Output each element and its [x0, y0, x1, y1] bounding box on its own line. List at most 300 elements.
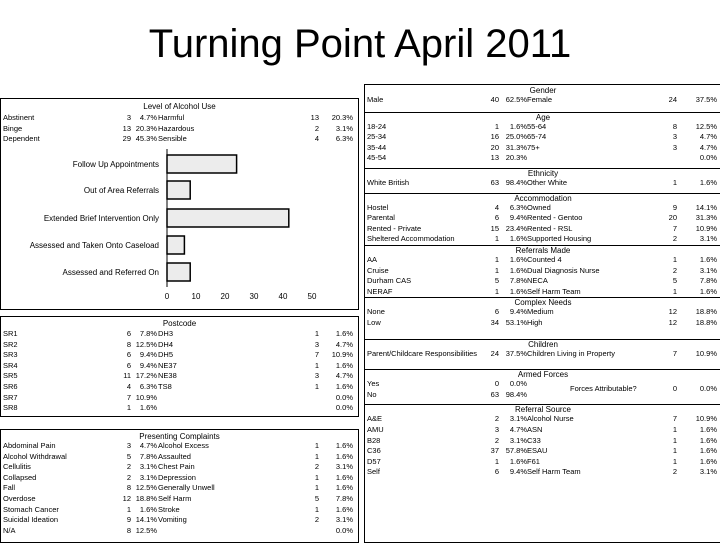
- postcode-row-1-cell-a: SR2: [3, 339, 18, 349]
- children-row-0: [365, 349, 720, 359]
- age-row-2-cell-d: 75+: [527, 142, 540, 152]
- referrals-row-1: [365, 266, 720, 276]
- alcohol-panel: [0, 98, 359, 310]
- armed-forces-header: Armed Forces: [517, 370, 569, 380]
- chart-bar: [167, 155, 237, 173]
- complaints-row-5-cell-f: 7.8%: [335, 494, 353, 503]
- postcode-row-2-cell-f: 10.9%: [331, 350, 353, 360]
- referral-source-row-3-cell-b: 37: [490, 446, 499, 456]
- referral-source-row-1-cell-f: 1.6%: [699, 425, 717, 434]
- complaints-row-8-cell-f: 0.0%: [335, 525, 353, 535]
- referral-source-row-1-cell-b: 3: [494, 425, 499, 434]
- complaints-row-1: [1, 452, 358, 462]
- children-row-0-cell-b: 24: [490, 348, 499, 358]
- accommodation-row-0-cell-c: 6.3%: [509, 202, 527, 212]
- ethnicity-row-0-cell-f: 1.6%: [699, 178, 717, 187]
- complex-needs-row-0-cell-b: 6: [494, 307, 499, 317]
- chart-tick-label: 30: [249, 292, 259, 301]
- accommodation-row-1-cell-e: 20: [668, 213, 677, 223]
- alcohol-row-2-cell-d: Sensible: [158, 134, 187, 144]
- complaints-row-6: [1, 505, 358, 515]
- complaints-row-2-cell-e: 2: [314, 462, 319, 472]
- postcode-row-0-cell-e: 1: [314, 329, 319, 338]
- age-row-1-cell-b: 16: [490, 132, 499, 142]
- age-row-3: [365, 153, 720, 163]
- referral-source-row-5-cell-c: 9.4%: [509, 467, 527, 477]
- alcohol-row-2-cell-f: 6.3%: [335, 134, 353, 144]
- complex-needs-row-0-cell-a: None: [367, 307, 385, 317]
- referrals-row-2: [365, 276, 720, 286]
- postcode-row-0-cell-f: 1.6%: [335, 329, 353, 338]
- referral-source-row-4-cell-a: D57: [367, 456, 381, 466]
- complex-needs-row-0: [365, 307, 720, 317]
- chart-tick-label: 20: [220, 292, 230, 301]
- postcode-row-3-cell-e: 1: [314, 360, 319, 370]
- alcohol-row-0-cell-d: Harmful: [158, 113, 185, 122]
- complex-needs-row-0-cell-d: Medium: [527, 307, 554, 317]
- postcode-row-1-cell-d: DH4: [158, 339, 174, 349]
- complaints-row-4-cell-d: Generally Unwell: [158, 483, 215, 493]
- referral-source-row-2-cell-b: 2: [494, 435, 499, 445]
- age-row-0-cell-e: 8: [672, 121, 677, 131]
- referrals-row-1-cell-b: 1: [494, 265, 499, 275]
- alcohol-row-1-cell-a: Binge: [3, 123, 23, 133]
- complaints-row-0-cell-c: 4.7%: [139, 441, 157, 450]
- complaints-row-6-cell-b: 1: [126, 504, 131, 514]
- alcohol-header: Level of Alcohol Use: [143, 102, 216, 111]
- referral-source-row-1-cell-d: ASN: [527, 425, 543, 434]
- children-row-0-cell-f: 10.9%: [695, 348, 717, 358]
- postcode-row-6-cell-f: 0.0%: [335, 392, 353, 402]
- accommodation-row-0: [365, 203, 720, 213]
- accommodation-row-2-cell-f: 10.9%: [695, 223, 717, 233]
- gender-row-0-cell-e: 24: [668, 95, 677, 104]
- complaints-panel: [0, 429, 359, 543]
- accommodation-row-0-cell-f: 14.1%: [695, 202, 717, 212]
- postcode-row-5-cell-a: SR6: [3, 382, 18, 391]
- referral-source-row-4-cell-e: 1: [672, 456, 677, 466]
- postcode-row-3-cell-f: 1.6%: [335, 360, 353, 370]
- age-row-2-cell-b: 20: [490, 142, 499, 152]
- referral-source-row-0: [365, 414, 720, 424]
- complaints-row-1-cell-c: 7.8%: [139, 451, 157, 461]
- complaints-row-5-cell-d: Self Harm: [158, 494, 192, 503]
- accommodation-row-1-cell-d: Rented - Gentoo: [527, 213, 583, 223]
- referral-source-row-0-cell-f: 10.9%: [695, 414, 717, 424]
- postcode-row-4-cell-b: 11: [123, 371, 131, 381]
- age-row-0-cell-b: 1: [494, 121, 499, 131]
- chart-bar: [167, 236, 184, 254]
- postcode-row-0: [1, 329, 358, 339]
- alcohol-row-0: [1, 113, 358, 123]
- referral-source-row-3-cell-a: C36: [367, 446, 381, 456]
- age-row-1-cell-e: 3: [672, 132, 677, 142]
- referral-source-row-5-cell-f: 3.1%: [699, 467, 717, 477]
- referral-source-row-4-cell-f: 1.6%: [699, 456, 717, 466]
- gender-row-0-cell-a: Male: [367, 95, 384, 104]
- gender-row-0-cell-b: 40: [490, 95, 499, 104]
- referrals-row-2-cell-e: 5: [672, 276, 677, 286]
- complaints-row-4-cell-e: 1: [314, 483, 319, 493]
- forces-q_pct: 0.0%: [699, 384, 717, 394]
- complaints-row-3-cell-b: 2: [126, 472, 131, 482]
- postcode-row-3-cell-b: 6: [126, 360, 131, 370]
- referral-source-row-2-cell-a: B28: [367, 435, 381, 445]
- armed-forces-row-0-cell-a: Yes: [367, 379, 380, 389]
- referrals-row-3: [365, 287, 720, 297]
- referrals-row-1-cell-a: Cruise: [367, 265, 389, 275]
- postcode-row-3-cell-c: 9.4%: [139, 360, 157, 370]
- accommodation-row-3-cell-f: 3.1%: [699, 234, 717, 244]
- ethnicity-row-0-cell-c: 98.4%: [505, 178, 527, 187]
- complaints-row-7-cell-c: 14.1%: [135, 515, 157, 525]
- complaints-row-4-cell-c: 12.5%: [135, 483, 157, 493]
- children-header: Children: [528, 339, 558, 349]
- gender-row-0-cell-f: 37.5%: [695, 95, 717, 104]
- accommodation-row-1-cell-a: Parental: [367, 213, 395, 223]
- armed-forces-row-1-cell-c: 98.4%: [505, 389, 527, 399]
- complaints-row-0: [1, 441, 358, 451]
- age-row-1-cell-f: 4.7%: [699, 132, 717, 142]
- alcohol-row-0-cell-b: 3: [126, 113, 131, 122]
- referral-source-row-3-cell-c: 57.8%: [505, 446, 527, 456]
- referrals-header: Referrals Made: [515, 246, 571, 255]
- age-row-3-cell-c: 20.3%: [505, 153, 527, 163]
- referral-source-row-5-cell-a: Self: [367, 467, 380, 477]
- chart-tick-label: 40: [278, 292, 288, 301]
- accommodation-row-3-cell-a: Sheltered Accommodation: [367, 234, 455, 244]
- page-title: Turning Point April 2011: [148, 22, 572, 66]
- complaints-row-3-cell-e: 1: [314, 472, 319, 482]
- age-row-2-cell-f: 4.7%: [699, 142, 717, 152]
- chart-category-label: Extended Brief Intervention Only: [43, 214, 159, 223]
- accommodation-row-1: [365, 213, 720, 223]
- referral-source-row-3-cell-f: 1.6%: [699, 446, 717, 456]
- alcohol-row-1-cell-d: Hazardous: [158, 123, 195, 133]
- complaints-row-4-cell-f: 1.6%: [335, 483, 353, 493]
- postcode-row-0-cell-c: 7.8%: [139, 329, 157, 338]
- accommodation-header: Accommodation: [514, 193, 572, 203]
- accommodation-row-3: [365, 234, 720, 244]
- referral-source-row-1-cell-a: AMU: [367, 425, 384, 434]
- alcohol-row-2: [1, 134, 358, 144]
- postcode-row-4: [1, 371, 358, 381]
- complaints-row-0-cell-a: Abdominal Pain: [3, 441, 56, 450]
- age-row-2-cell-c: 31.3%: [505, 142, 527, 152]
- postcode-panel: [0, 316, 359, 417]
- postcode-row-7-cell-b: 1: [126, 403, 131, 413]
- postcode-row-2-cell-c: 9.4%: [139, 350, 157, 360]
- complaints-row-1-cell-d: Assaulted: [158, 451, 191, 461]
- referrals-row-0-cell-a: AA: [367, 255, 378, 264]
- chart-category-label: Assessed and Referred On: [62, 268, 159, 277]
- accommodation-row-3-cell-d: Supported Housing: [527, 234, 592, 244]
- children-row-0-cell-c: 37.5%: [505, 348, 527, 358]
- accommodation-row-0-cell-d: Owned: [527, 202, 551, 212]
- complaints-row-5: [1, 494, 358, 504]
- complaints-row-3-cell-c: 3.1%: [139, 472, 157, 482]
- referral-source-row-3-cell-d: ESAU: [527, 446, 548, 456]
- postcode-row-4-cell-a: SR5: [3, 371, 18, 381]
- accommodation-row-1-cell-c: 9.4%: [509, 213, 527, 223]
- forces-attributable-row: [365, 384, 720, 394]
- complex-needs-row-1-cell-a: Low: [367, 318, 381, 327]
- complaints-row-2-cell-c: 3.1%: [139, 462, 157, 472]
- referrals-row-1-cell-c: 1.6%: [509, 265, 527, 275]
- complaints-row-4-cell-b: 8: [126, 483, 131, 493]
- chart-tick-label: 0: [164, 292, 170, 301]
- referrals-row-1-cell-e: 2: [672, 265, 677, 275]
- postcode-row-1-cell-f: 4.7%: [335, 339, 353, 349]
- postcode-row-6-cell-b: 7: [126, 392, 131, 402]
- postcode-row-0-cell-a: SR1: [3, 329, 18, 338]
- age-row-0-cell-f: 12.5%: [695, 121, 717, 131]
- alcohol-row-2-cell-a: Dependent: [3, 134, 40, 144]
- complaints-row-1-cell-b: 5: [126, 451, 131, 461]
- complex-needs-row-1-cell-c: 53.1%: [505, 318, 527, 327]
- postcode-row-6-cell-c: 10.9%: [135, 392, 157, 402]
- postcode-row-2-cell-d: DH5: [158, 350, 174, 360]
- ethnicity-header: Ethnicity: [527, 169, 559, 178]
- accommodation-row-2-cell-c: 23.4%: [505, 223, 527, 233]
- referral-source-row-2: [365, 436, 720, 446]
- postcode-row-5-cell-c: 6.3%: [139, 382, 157, 391]
- postcode-row-4-cell-f: 4.7%: [335, 371, 353, 381]
- gender-row-0-cell-c: 62.5%: [505, 95, 527, 104]
- referral-source-row-3-cell-e: 1: [672, 446, 677, 456]
- referrals-row-2-cell-c: 7.8%: [509, 276, 527, 286]
- postcode-row-0-cell-d: DH3: [158, 329, 174, 338]
- alcohol-row-1-cell-b: 13: [122, 123, 131, 133]
- alcohol-row-1-cell-c: 20.3%: [135, 123, 157, 133]
- complaints-row-0-cell-e: 1: [314, 441, 319, 450]
- accommodation-row-3-cell-c: 1.6%: [509, 234, 527, 244]
- alcohol-row-0-cell-c: 4.7%: [139, 113, 157, 122]
- postcode-row-5-cell-b: 4: [126, 382, 131, 391]
- chart-bar: [167, 263, 190, 281]
- age-row-2-cell-a: 35-44: [367, 142, 387, 152]
- complex-needs-row-1: [365, 318, 720, 328]
- postcode-row-3: [1, 361, 358, 371]
- alcohol-row-1-cell-e: 2: [314, 123, 319, 133]
- chart-tick-label: 10: [191, 292, 201, 301]
- complaints-row-5-cell-a: Overdose: [3, 494, 36, 503]
- postcode-row-1-cell-c: 12.5%: [135, 339, 157, 349]
- complaints-row-7-cell-e: 2: [314, 515, 319, 525]
- gender-row-0: [365, 95, 720, 105]
- accommodation-row-1-cell-f: 31.3%: [695, 213, 717, 223]
- chart-category-label: Assessed and Taken Onto Caseload: [29, 241, 159, 250]
- armed-forces-row-1-cell-a: No: [367, 389, 377, 399]
- age-row-1-cell-d: 65-74: [527, 132, 547, 142]
- children-row-0-cell-a: Parent/Childcare Responsibilities: [367, 348, 478, 358]
- referrals-row-3-cell-f: 1.6%: [699, 286, 717, 296]
- referral-source-row-5-cell-b: 6: [494, 467, 499, 477]
- postcode-row-4-cell-e: 3: [314, 371, 319, 381]
- referrals-row-3-cell-c: 1.6%: [509, 286, 527, 296]
- complaints-row-8: [1, 526, 358, 536]
- postcode-row-1-cell-b: 8: [126, 339, 131, 349]
- referral-source-row-0-cell-e: 7: [672, 414, 677, 424]
- alcohol-row-0-cell-a: Abstinent: [3, 113, 35, 122]
- referrals-row-0-cell-e: 1: [672, 255, 677, 264]
- age-row-1-cell-a: 25-34: [367, 132, 387, 142]
- children-row-0-cell-e: 7: [672, 348, 677, 358]
- postcode-row-3-cell-a: SR4: [3, 360, 18, 370]
- complaints-row-3-cell-a: Collapsed: [3, 472, 37, 482]
- alcohol-row-1: [1, 124, 358, 134]
- postcode-row-0-cell-b: 6: [126, 329, 131, 338]
- complaints-row-8-cell-a: N/A: [3, 525, 16, 535]
- referrals-row-2-cell-f: 7.8%: [699, 276, 717, 286]
- postcode-row-2-cell-a: SR3: [3, 350, 18, 360]
- accommodation-row-3-cell-b: 1: [494, 234, 499, 244]
- referrals-row-0-cell-b: 1: [494, 255, 499, 264]
- postcode-row-2-cell-e: 7: [314, 350, 319, 360]
- complaints-row-7-cell-b: 9: [126, 515, 131, 525]
- postcode-row-7-cell-a: SR8: [3, 403, 18, 413]
- complex-needs-row-0-cell-e: 12: [668, 307, 677, 317]
- complex-needs-row-1-cell-f: 18.8%: [695, 318, 717, 327]
- accommodation-row-2-cell-d: Rented - RSL: [527, 223, 573, 233]
- forces-q_count: 0: [672, 384, 677, 394]
- postcode-header: Postcode: [162, 319, 197, 328]
- referral-outcomes-chart: [1, 147, 358, 307]
- complaints-row-6-cell-c: 1.6%: [139, 504, 157, 514]
- complaints-row-1-cell-e: 1: [314, 451, 319, 461]
- postcode-row-7-cell-c: 1.6%: [139, 403, 157, 413]
- armed-forces-row-0-cell-c: 0.0%: [509, 379, 527, 389]
- ethnicity-row-0-cell-e: 1: [672, 178, 677, 187]
- accommodation-row-0-cell-e: 9: [672, 202, 677, 212]
- referral-source-row-1: [365, 425, 720, 435]
- referrals-row-2-cell-a: Durham CAS: [367, 276, 412, 286]
- complaints-row-7-cell-d: Vomiting: [158, 515, 187, 525]
- referrals-row-1-cell-f: 3.1%: [699, 265, 717, 275]
- referrals-row-3-cell-b: 1: [494, 286, 499, 296]
- postcode-row-5-cell-d: TS8: [158, 382, 172, 391]
- chart-bar: [167, 209, 289, 227]
- referrals-row-3-cell-e: 1: [672, 286, 677, 296]
- referral-source-row-4-cell-c: 1.6%: [509, 456, 527, 466]
- complex-needs-row-0-cell-f: 18.8%: [695, 307, 717, 317]
- complaints-row-2-cell-a: Cellulitis: [3, 462, 31, 472]
- alcohol-row-0-cell-f: 20.3%: [331, 113, 353, 122]
- alcohol-row-1-cell-f: 3.1%: [335, 123, 353, 133]
- postcode-row-3-cell-d: NE37: [158, 360, 177, 370]
- complaints-row-3-cell-f: 1.6%: [335, 472, 353, 482]
- postcode-row-6-cell-a: SR7: [3, 392, 18, 402]
- forces-question: Forces Attributable?: [570, 384, 637, 394]
- chart-category-label: Follow Up Appointments: [72, 160, 159, 169]
- postcode-row-7: [1, 403, 358, 413]
- referral-source-row-4-cell-b: 1: [494, 456, 499, 466]
- gender-row-0-cell-d: Female: [527, 95, 553, 104]
- referral-source-row-3: [365, 446, 720, 456]
- referrals-row-0-cell-c: 1.6%: [509, 255, 527, 264]
- ethnicity-row-0: [365, 178, 720, 188]
- postcode-row-2: [1, 350, 358, 360]
- referral-source-header: Referral Source: [514, 405, 572, 415]
- age-row-2: [365, 143, 720, 153]
- postcode-row-7-cell-f: 0.0%: [335, 403, 353, 413]
- gender-header: Gender: [529, 86, 557, 95]
- alcohol-row-0-cell-e: 13: [310, 113, 319, 122]
- referral-source-row-5: [365, 467, 720, 477]
- age-row-0-cell-c: 1.6%: [509, 121, 527, 131]
- age-row-2-cell-e: 3: [672, 142, 677, 152]
- age-row-1-cell-c: 25.0%: [505, 132, 527, 142]
- complex-needs-row-1-cell-d: High: [527, 318, 543, 327]
- chart-tick-label: 50: [307, 292, 317, 301]
- complex-needs-row-1-cell-e: 12: [668, 318, 677, 327]
- complex-needs-row-0-cell-c: 9.4%: [509, 307, 527, 317]
- armed-forces-row-1-cell-b: 63: [490, 389, 499, 399]
- referrals-row-2-cell-d: NECA: [527, 276, 548, 286]
- complaints-row-1-cell-a: Alcohol Withdrawal: [3, 451, 67, 461]
- ethnicity-row-0-cell-d: Other White: [527, 178, 568, 187]
- accommodation-row-1-cell-b: 6: [494, 213, 499, 223]
- accommodation-row-0-cell-a: Hostel: [367, 202, 389, 212]
- postcode-row-6: [1, 393, 358, 403]
- complaints-row-5-cell-e: 5: [314, 494, 319, 503]
- referral-source-row-2-cell-d: C33: [527, 435, 541, 445]
- complaints-row-3: [1, 473, 358, 483]
- accommodation-row-3-cell-e: 2: [672, 234, 677, 244]
- age-row-3-cell-f: 0.0%: [699, 153, 717, 163]
- complaints-row-2-cell-f: 3.1%: [335, 462, 353, 472]
- complaints-row-8-cell-c: 12.5%: [135, 525, 157, 535]
- postcode-row-4-cell-d: NE38: [158, 371, 177, 381]
- referral-source-row-0-cell-c: 3.1%: [509, 414, 527, 424]
- referral-source-row-2-cell-e: 1: [672, 435, 677, 445]
- referral-source-row-1-cell-e: 1: [672, 425, 677, 434]
- complaints-row-6-cell-a: Stomach Cancer: [3, 504, 59, 514]
- complaints-row-7-cell-a: Suicidal Ideation: [3, 515, 59, 525]
- complaints-row-0-cell-f: 1.6%: [335, 441, 353, 450]
- armed-forces-row-0-cell-b: 0: [494, 379, 499, 389]
- complaints-row-2-cell-b: 2: [126, 462, 131, 472]
- postcode-row-1: [1, 340, 358, 350]
- referrals-row-0-cell-f: 1.6%: [699, 255, 717, 264]
- ethnicity-row-0-cell-a: White British: [367, 178, 410, 187]
- complaints-row-6-cell-f: 1.6%: [335, 504, 353, 514]
- postcode-row-2-cell-b: 6: [126, 350, 131, 360]
- referrals-row-0-cell-d: Counted 4: [527, 255, 562, 264]
- complaints-row-1-cell-f: 1.6%: [335, 451, 353, 461]
- referral-source-row-1-cell-c: 4.7%: [509, 425, 527, 434]
- postcode-row-5-cell-f: 1.6%: [335, 382, 353, 391]
- complaints-row-7-cell-f: 3.1%: [335, 515, 353, 525]
- complaints-row-4: [1, 483, 358, 493]
- accommodation-row-2: [365, 224, 720, 234]
- referral-source-row-0-cell-b: 2: [494, 414, 499, 424]
- referrals-row-2-cell-b: 5: [494, 276, 499, 286]
- complaints-row-4-cell-a: Fall: [3, 483, 16, 493]
- complaints-row-5-cell-b: 12: [122, 494, 131, 503]
- complaints-row-5-cell-c: 18.8%: [135, 494, 157, 503]
- alcohol-row-2-cell-b: 29: [122, 134, 131, 144]
- demographics-panel: [364, 84, 720, 543]
- complex-needs-header: Complex Needs: [514, 298, 572, 308]
- accommodation-row-2-cell-e: 7: [672, 223, 677, 233]
- complaints-row-0-cell-b: 3: [126, 441, 131, 450]
- age-row-0-cell-a: 18-24: [367, 121, 387, 131]
- age-header: Age: [535, 112, 551, 122]
- age-row-1: [365, 132, 720, 142]
- complex-needs-row-1-cell-b: 34: [490, 318, 499, 327]
- age-row-0: [365, 122, 720, 132]
